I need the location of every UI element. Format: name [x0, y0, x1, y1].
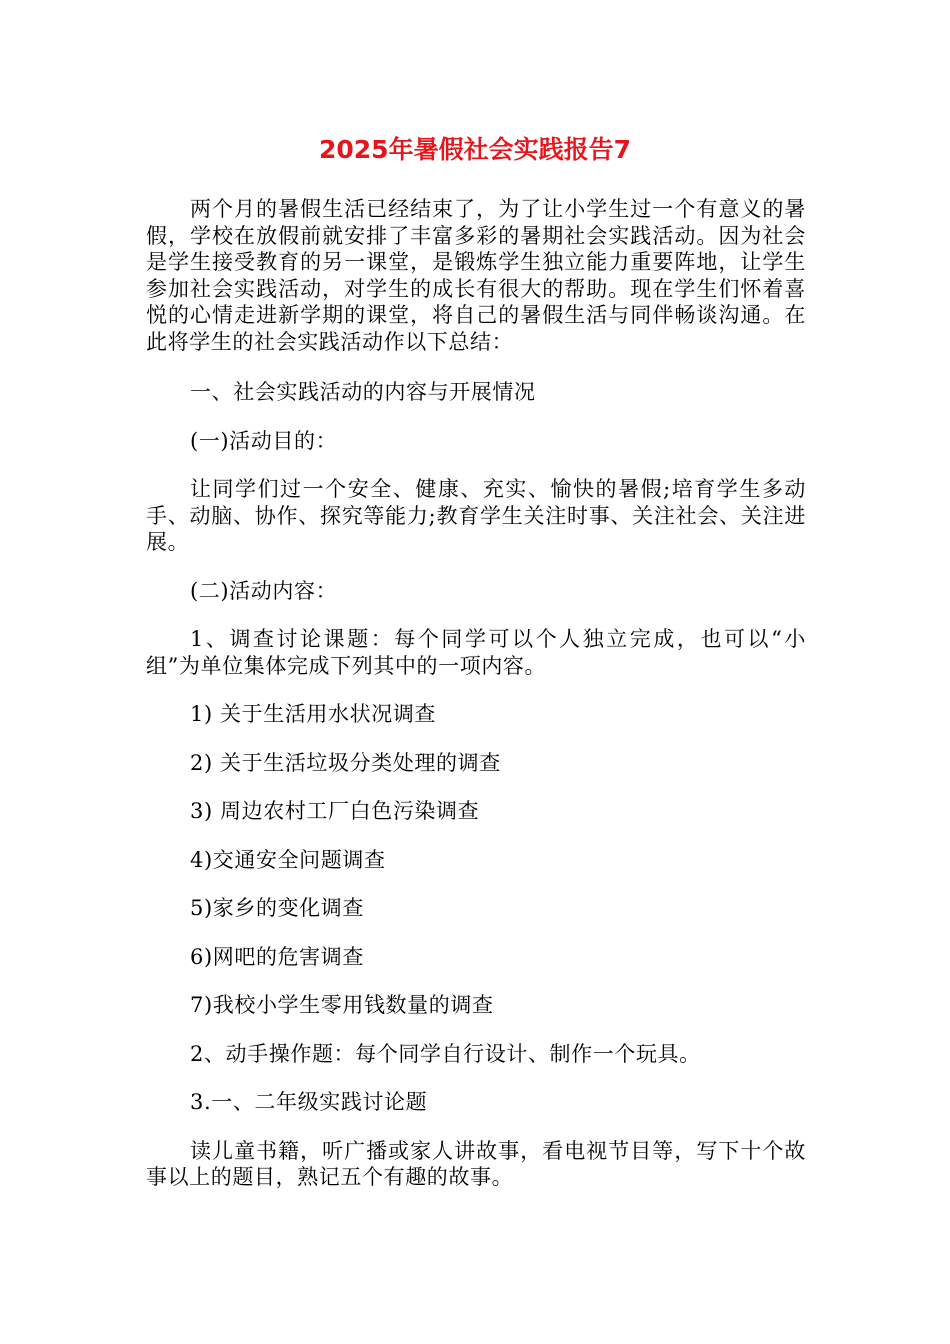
- reading-paragraph: 读儿童书籍，听广播或家人讲故事，看电视节目等，写下十个故事以上的题目，熟记五个有趣的故事。: [146, 1138, 806, 1189]
- intro-paragraph: 两个月的暑假生活已经结束了，为了让小学生过一个有意义的暑假，学校在放假前就安排了丰富多彩的暑期社会实践活动。因为社会是学生接受教育的另一课堂，是锻炼学生独立能力重要阵地，让学生参加社会实践活动，对学生的成长有很大的帮助。现在学生们怀着喜悦的心情走进新学期的课堂，将自己的暑假生活与同伴畅谈沟通。在此将学生的社会实践活动作以下总结：: [146, 197, 806, 354]
- research-topic-paragraph: 1、调查讨论课题：每个同学可以个人独立完成，也可以“小组”为单位集体完成下列其中的一项内容。: [146, 627, 806, 678]
- section-heading: 一、社会实践活动的内容与开展情况: [190, 380, 536, 404]
- list-item: 3) 周边农村工厂白色污染调查: [190, 799, 480, 823]
- subsection-heading-purpose: (一)活动目的：: [190, 428, 338, 453]
- list-item: 5)家乡的变化调查: [190, 896, 364, 920]
- grade-heading: 3.一、二年级实践讨论题: [190, 1090, 428, 1114]
- list-item: 6)网吧的危害调查: [190, 944, 364, 969]
- list-item: 1) 关于生活用水状况调查: [190, 702, 437, 726]
- document-title: 2025年暑假社会实践报告7: [319, 135, 631, 164]
- list-item: 7)我校小学生零用钱数量的调查: [190, 993, 494, 1017]
- document-body: [146, 196, 806, 1213]
- subsection-heading-content: (二)活动内容：: [190, 578, 338, 603]
- purpose-paragraph: 让同学们过一个安全、健康、充实、愉快的暑假;培育学生多动手、动脑、协作、探究等能力;教育学生关注时事、关注社会、关注进展。: [146, 477, 806, 554]
- list-item: 2) 关于生活垃圾分类处理的调查: [190, 750, 501, 775]
- handson-paragraph: 2、动手操作题：每个同学自行设计、制作一个玩具。: [190, 1041, 701, 1066]
- list-item: 4)交通安全问题调查: [190, 847, 386, 872]
